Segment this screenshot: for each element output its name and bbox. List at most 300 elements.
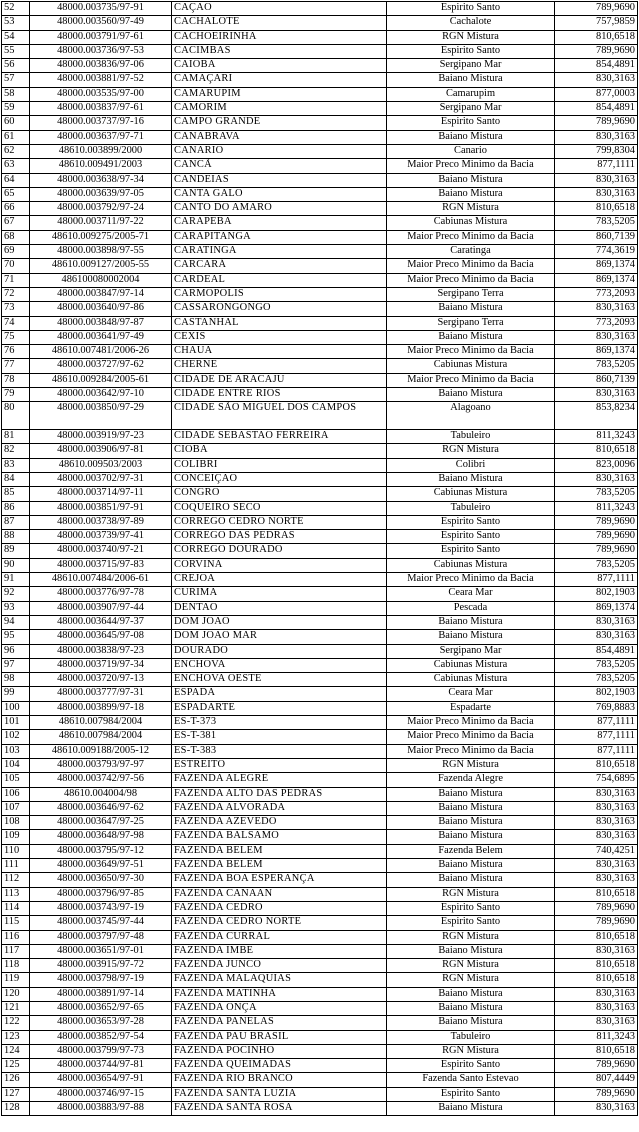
min-price: 811,3243	[555, 501, 638, 515]
min-price: 810,6518	[555, 758, 638, 772]
min-price: 830,3163	[555, 302, 638, 316]
reference-oil: Baiano Mistura	[387, 859, 555, 873]
table-row	[2, 1073, 638, 1087]
reference-oil: Alagoano	[387, 402, 555, 430]
reference-oil: RGN Mistura	[387, 758, 555, 772]
min-price: 830,3163	[555, 615, 638, 629]
field-name: CARCARÁ	[172, 259, 387, 273]
table-row	[2, 1001, 638, 1015]
process-number: 48000.003915/97-72	[30, 959, 172, 973]
field-name: CAMAÇARI	[172, 73, 387, 87]
table-row	[2, 73, 638, 87]
row-number: 123	[2, 1030, 30, 1044]
field-name: ENCHOVA	[172, 658, 387, 672]
field-name: CARAPITANGA	[172, 230, 387, 244]
field-name: CURIMA	[172, 587, 387, 601]
process-number: 48000.003735/97-91	[30, 2, 172, 16]
min-price: 773,2093	[555, 287, 638, 301]
reference-oil: Espirito Santo	[387, 2, 555, 16]
field-name: FAZENDA JUNCO	[172, 959, 387, 973]
field-name: FAZENDA SANTA LUZIA	[172, 1087, 387, 1101]
field-name: CANCÃ	[172, 159, 387, 173]
reference-oil: RGN Mistura	[387, 930, 555, 944]
table-row	[2, 345, 638, 359]
row-number: 97	[2, 658, 30, 672]
min-price: 810,6518	[555, 973, 638, 987]
min-price: 830,3163	[555, 1016, 638, 1030]
table-row	[2, 830, 638, 844]
min-price: 830,3163	[555, 473, 638, 487]
table-row	[2, 102, 638, 116]
reference-oil: Maior Preco Minimo da Bacia	[387, 716, 555, 730]
reference-oil: Baiano Mistura	[387, 630, 555, 644]
process-number: 48000.003647/97-25	[30, 816, 172, 830]
row-number: 115	[2, 916, 30, 930]
field-name: FAZENDA CANAAN	[172, 887, 387, 901]
table-row	[2, 444, 638, 458]
field-name: ES-T-383	[172, 744, 387, 758]
field-name: FAZENDA PAU BRASIL	[172, 1030, 387, 1044]
process-number: 48000.003720/97-13	[30, 673, 172, 687]
field-name: CAMORIM	[172, 102, 387, 116]
row-number: 60	[2, 116, 30, 130]
min-price: 877,1111	[555, 573, 638, 587]
process-number: 48000.003650/97-30	[30, 873, 172, 887]
row-number: 107	[2, 801, 30, 815]
min-price: 830,3163	[555, 816, 638, 830]
table-row	[2, 2, 638, 16]
table-row	[2, 930, 638, 944]
min-price: 830,3163	[555, 1001, 638, 1015]
min-price: 789,9690	[555, 530, 638, 544]
field-name: CANABRAVA	[172, 130, 387, 144]
min-price: 830,3163	[555, 987, 638, 1001]
reference-oil: Maior Preco Minimo da Bacia	[387, 230, 555, 244]
reference-oil: Cabiunas Mistura	[387, 673, 555, 687]
field-name: FAZENDA BELEM	[172, 859, 387, 873]
process-number: 48000.003798/97-19	[30, 973, 172, 987]
process-number: 48000.003535/97-00	[30, 87, 172, 101]
reference-oil: Maior Preco Minimo da Bacia	[387, 159, 555, 173]
min-price: 783,5205	[555, 487, 638, 501]
row-number: 110	[2, 844, 30, 858]
field-name: CONGRO	[172, 487, 387, 501]
field-name: ES-T-381	[172, 730, 387, 744]
field-name: ES-T-373	[172, 716, 387, 730]
table-row	[2, 130, 638, 144]
field-name: CASSARONGONGO	[172, 302, 387, 316]
table-row	[2, 116, 638, 130]
process-number: 48000.003743/97-19	[30, 901, 172, 915]
row-number: 86	[2, 501, 30, 515]
field-name: CARATINGA	[172, 245, 387, 259]
row-number: 69	[2, 245, 30, 259]
process-number: 48000.003740/97-21	[30, 544, 172, 558]
field-name: FAZENDA BELEM	[172, 844, 387, 858]
reference-oil: Cabiunas Mistura	[387, 658, 555, 672]
process-number: 48610.007984/2004	[30, 730, 172, 744]
field-name: CAMPO GRANDE	[172, 116, 387, 130]
process-number: 48000.003651/97-01	[30, 944, 172, 958]
field-name: CREJOA	[172, 573, 387, 587]
field-name: CHERNE	[172, 359, 387, 373]
process-number: 48000.003639/97-05	[30, 187, 172, 201]
reference-oil: Baiano Mistura	[387, 787, 555, 801]
row-number: 62	[2, 144, 30, 158]
row-number: 96	[2, 644, 30, 658]
table-row	[2, 758, 638, 772]
field-name: CAIOBA	[172, 59, 387, 73]
process-number: 48000.003641/97-49	[30, 330, 172, 344]
process-number: 48000.003883/97-88	[30, 1102, 172, 1116]
process-number: 48000.003899/97-18	[30, 701, 172, 715]
table-row	[2, 159, 638, 173]
table-row	[2, 573, 638, 587]
field-name: CARAPEBA	[172, 216, 387, 230]
row-number: 102	[2, 730, 30, 744]
row-number: 80	[2, 402, 30, 430]
row-number: 52	[2, 2, 30, 16]
row-number: 103	[2, 744, 30, 758]
process-number: 48000.003792/97-24	[30, 202, 172, 216]
row-number: 82	[2, 444, 30, 458]
row-number: 100	[2, 701, 30, 715]
row-number: 91	[2, 573, 30, 587]
min-price: 799,8304	[555, 144, 638, 158]
process-number: 48000.003739/97-41	[30, 530, 172, 544]
reference-oil: RGN Mistura	[387, 959, 555, 973]
process-number: 48610.009275/2005-71	[30, 230, 172, 244]
min-price: 854,4891	[555, 644, 638, 658]
reference-oil: Maior Preco Minimo da Bacia	[387, 573, 555, 587]
process-number: 48000.003737/97-16	[30, 116, 172, 130]
process-number: 48000.003881/97-52	[30, 73, 172, 87]
field-name: ENCHOVA OESTE	[172, 673, 387, 687]
min-price: 810,6518	[555, 959, 638, 973]
min-price: 783,5205	[555, 558, 638, 572]
reference-oil: Baiano Mistura	[387, 1001, 555, 1015]
field-name: CIOBA	[172, 444, 387, 458]
row-number: 64	[2, 173, 30, 187]
field-name: ESTREITO	[172, 758, 387, 772]
table-row	[2, 873, 638, 887]
reference-oil: Espirito Santo	[387, 1059, 555, 1073]
min-price: 853,8234	[555, 402, 638, 430]
field-name: CARDEAL	[172, 273, 387, 287]
table-row	[2, 44, 638, 58]
min-price: 877,0003	[555, 87, 638, 101]
min-price: 773,2093	[555, 316, 638, 330]
reference-oil: RGN Mistura	[387, 887, 555, 901]
reference-oil: Maior Preco Minimo da Bacia	[387, 730, 555, 744]
process-number: 48000.003638/97-34	[30, 173, 172, 187]
min-price: 789,9690	[555, 901, 638, 915]
reference-oil: Espirito Santo	[387, 515, 555, 529]
field-name: CACHALOTE	[172, 16, 387, 30]
process-number: 48000.003715/97-83	[30, 558, 172, 572]
table-row	[2, 402, 638, 430]
table-row	[2, 701, 638, 715]
reference-oil: Sergipano Terra	[387, 287, 555, 301]
process-number: 48000.003642/97-10	[30, 388, 172, 402]
row-number: 118	[2, 959, 30, 973]
table-row	[2, 716, 638, 730]
table-row	[2, 944, 638, 958]
process-number: 48000.003744/97-81	[30, 1059, 172, 1073]
min-price: 810,6518	[555, 444, 638, 458]
min-price: 810,6518	[555, 30, 638, 44]
row-number: 63	[2, 159, 30, 173]
table-row	[2, 558, 638, 572]
reference-oil: Maior Preco Minimo da Bacia	[387, 373, 555, 387]
field-name: CAÇAO	[172, 2, 387, 16]
field-name: FAZENDA ALTO DAS PEDRAS	[172, 787, 387, 801]
min-price: 783,5205	[555, 216, 638, 230]
field-name: FAZENDA QUEIMADAS	[172, 1059, 387, 1073]
row-number: 71	[2, 273, 30, 287]
table-row	[2, 202, 638, 216]
row-number: 93	[2, 601, 30, 615]
row-number: 116	[2, 930, 30, 944]
row-number: 84	[2, 473, 30, 487]
process-number: 48000.003797/97-48	[30, 930, 172, 944]
reference-oil: Baiano Mistura	[387, 944, 555, 958]
table-row	[2, 973, 638, 987]
min-price: 789,9690	[555, 116, 638, 130]
field-name: CORREGO DAS PEDRAS	[172, 530, 387, 544]
row-number: 76	[2, 345, 30, 359]
row-number: 74	[2, 316, 30, 330]
min-price: 802,1903	[555, 687, 638, 701]
process-number: 48000.003799/97-73	[30, 1044, 172, 1058]
row-number: 125	[2, 1059, 30, 1073]
row-number: 54	[2, 30, 30, 44]
min-price: 811,3243	[555, 1030, 638, 1044]
reference-oil: Ceara Mar	[387, 687, 555, 701]
table-row	[2, 216, 638, 230]
field-name: COLIBRI	[172, 458, 387, 472]
process-number: 48000.003738/97-89	[30, 515, 172, 529]
table-row	[2, 544, 638, 558]
process-number: 48000.003777/97-31	[30, 687, 172, 701]
min-price: 877,1111	[555, 730, 638, 744]
field-name: CIDADE SÃO MIGUEL DOS CAMPOS	[172, 402, 387, 430]
process-number: 48000.003637/97-71	[30, 130, 172, 144]
field-name: FAZENDA CEDRO NORTE	[172, 916, 387, 930]
reference-oil: Pescada	[387, 601, 555, 615]
row-number: 117	[2, 944, 30, 958]
row-number: 92	[2, 587, 30, 601]
min-price: 823,0096	[555, 458, 638, 472]
min-price: 789,9690	[555, 916, 638, 930]
table-row	[2, 59, 638, 73]
process-number: 48000.003646/97-62	[30, 801, 172, 815]
reference-oil: Caratinga	[387, 245, 555, 259]
min-price: 754,6895	[555, 773, 638, 787]
row-number: 104	[2, 758, 30, 772]
process-number: 48610.007481/2006-26	[30, 345, 172, 359]
row-number: 89	[2, 544, 30, 558]
table-row	[2, 359, 638, 373]
row-number: 114	[2, 901, 30, 915]
min-price: 757,9859	[555, 16, 638, 30]
field-name: CORREGO CEDRO NORTE	[172, 515, 387, 529]
field-name: CARMOPOLIS	[172, 287, 387, 301]
reference-oil: Baiano Mistura	[387, 1102, 555, 1116]
row-number: 127	[2, 1087, 30, 1101]
min-price: 810,6518	[555, 1044, 638, 1058]
reference-oil: Maior Preco Minimo da Bacia	[387, 259, 555, 273]
reference-oil: Fazenda Belem	[387, 844, 555, 858]
table-row	[2, 644, 638, 658]
table-row	[2, 373, 638, 387]
reference-oil: Espirito Santo	[387, 530, 555, 544]
min-price: 830,3163	[555, 73, 638, 87]
table-row	[2, 16, 638, 30]
min-price: 854,4891	[555, 102, 638, 116]
min-price: 769,8883	[555, 701, 638, 715]
process-number: 48610.009127/2005-55	[30, 259, 172, 273]
reference-oil: Colibri	[387, 458, 555, 472]
min-price: 860,7139	[555, 373, 638, 387]
reference-oil: RGN Mistura	[387, 444, 555, 458]
table-row	[2, 658, 638, 672]
table-row	[2, 773, 638, 787]
field-name: CONCEIÇAO	[172, 473, 387, 487]
min-price: 830,3163	[555, 801, 638, 815]
table-row	[2, 330, 638, 344]
reference-oil: Espirito Santo	[387, 1087, 555, 1101]
process-number: 48000.003644/97-37	[30, 615, 172, 629]
min-price: 789,9690	[555, 44, 638, 58]
table-row	[2, 859, 638, 873]
table-row	[2, 87, 638, 101]
row-number: 70	[2, 259, 30, 273]
min-price: 830,3163	[555, 1102, 638, 1116]
reference-oil: Baiano Mistura	[387, 187, 555, 201]
field-name: CIDADE DE ARACAJU	[172, 373, 387, 387]
table-row	[2, 259, 638, 273]
table-row	[2, 187, 638, 201]
row-number: 79	[2, 388, 30, 402]
table-row	[2, 673, 638, 687]
field-name: CORVINA	[172, 558, 387, 572]
table-row	[2, 601, 638, 615]
row-number: 120	[2, 987, 30, 1001]
row-number: 83	[2, 458, 30, 472]
row-number: 56	[2, 59, 30, 73]
process-number: 48000.003850/97-29	[30, 402, 172, 430]
table-row	[2, 302, 638, 316]
table-row	[2, 458, 638, 472]
table-row	[2, 173, 638, 187]
process-number: 48000.003793/97-97	[30, 758, 172, 772]
row-number: 88	[2, 530, 30, 544]
min-price: 830,3163	[555, 787, 638, 801]
table-row	[2, 287, 638, 301]
table-row	[2, 1016, 638, 1030]
table-row	[2, 801, 638, 815]
process-number: 48000.003649/97-51	[30, 859, 172, 873]
field-name: FAZENDA IMBE	[172, 944, 387, 958]
min-price: 830,3163	[555, 859, 638, 873]
process-number: 48000.003711/97-22	[30, 216, 172, 230]
reference-oil: Espirito Santo	[387, 44, 555, 58]
field-name: FAZENDA SANTA ROSA	[172, 1102, 387, 1116]
table-row	[2, 901, 638, 915]
row-number: 111	[2, 859, 30, 873]
reference-oil: Espadarte	[387, 701, 555, 715]
row-number: 94	[2, 615, 30, 629]
reference-oil: Fazenda Santo Estevao	[387, 1073, 555, 1087]
min-price: 789,9690	[555, 1087, 638, 1101]
min-price: 810,6518	[555, 202, 638, 216]
process-number: 48000.003776/97-78	[30, 587, 172, 601]
table-row	[2, 316, 638, 330]
table-body	[2, 2, 638, 1116]
min-price: 830,3163	[555, 187, 638, 201]
min-price: 810,6518	[555, 887, 638, 901]
min-price: 830,3163	[555, 330, 638, 344]
row-number: 119	[2, 973, 30, 987]
row-number: 101	[2, 716, 30, 730]
reference-oil: Baiano Mistura	[387, 302, 555, 316]
row-number: 81	[2, 430, 30, 444]
min-price: 830,3163	[555, 388, 638, 402]
field-name: FAZENDA CURRAL	[172, 930, 387, 944]
row-number: 90	[2, 558, 30, 572]
field-name: COQUEIRO SECO	[172, 501, 387, 515]
reference-oil: Maior Preco Minimo da Bacia	[387, 345, 555, 359]
reference-oil: RGN Mistura	[387, 973, 555, 987]
reference-oil: Baiano Mistura	[387, 1016, 555, 1030]
reference-oil: Sergipano Mar	[387, 102, 555, 116]
process-number: 48000.003702/97-31	[30, 473, 172, 487]
process-number: 48610.007984/2004	[30, 716, 172, 730]
reference-oil: Baiano Mistura	[387, 173, 555, 187]
row-number: 87	[2, 515, 30, 529]
process-number: 48000.003795/97-12	[30, 844, 172, 858]
reference-oil: Cabiunas Mistura	[387, 216, 555, 230]
process-number: 48000.003898/97-55	[30, 245, 172, 259]
field-name: FAZENDA AZEVEDO	[172, 816, 387, 830]
field-name: CANARIO	[172, 144, 387, 158]
field-name: FAZENDA BOA ESPERANÇA	[172, 873, 387, 887]
min-price: 789,9690	[555, 515, 638, 529]
row-number: 113	[2, 887, 30, 901]
process-number: 48610.007484/2006-61	[30, 573, 172, 587]
process-number: 48610.004004/98	[30, 787, 172, 801]
table-row	[2, 144, 638, 158]
min-price: 869,1374	[555, 345, 638, 359]
process-number: 48610.009284/2005-61	[30, 373, 172, 387]
min-price: 807,4449	[555, 1073, 638, 1087]
process-number: 48000.003652/97-65	[30, 1001, 172, 1015]
field-name: CAMARUPIM	[172, 87, 387, 101]
process-number: 48610.009491/2003	[30, 159, 172, 173]
process-number: 48000.003851/97-91	[30, 501, 172, 515]
row-number: 108	[2, 816, 30, 830]
reference-oil: Espirito Santo	[387, 901, 555, 915]
min-price: 830,3163	[555, 830, 638, 844]
table-row	[2, 816, 638, 830]
min-price: 830,3163	[555, 130, 638, 144]
process-number: 48000.003653/97-28	[30, 1016, 172, 1030]
row-number: 124	[2, 1044, 30, 1058]
process-number: 48000.003746/97-15	[30, 1087, 172, 1101]
reference-oil: Baiano Mistura	[387, 987, 555, 1001]
min-price: 860,7139	[555, 230, 638, 244]
